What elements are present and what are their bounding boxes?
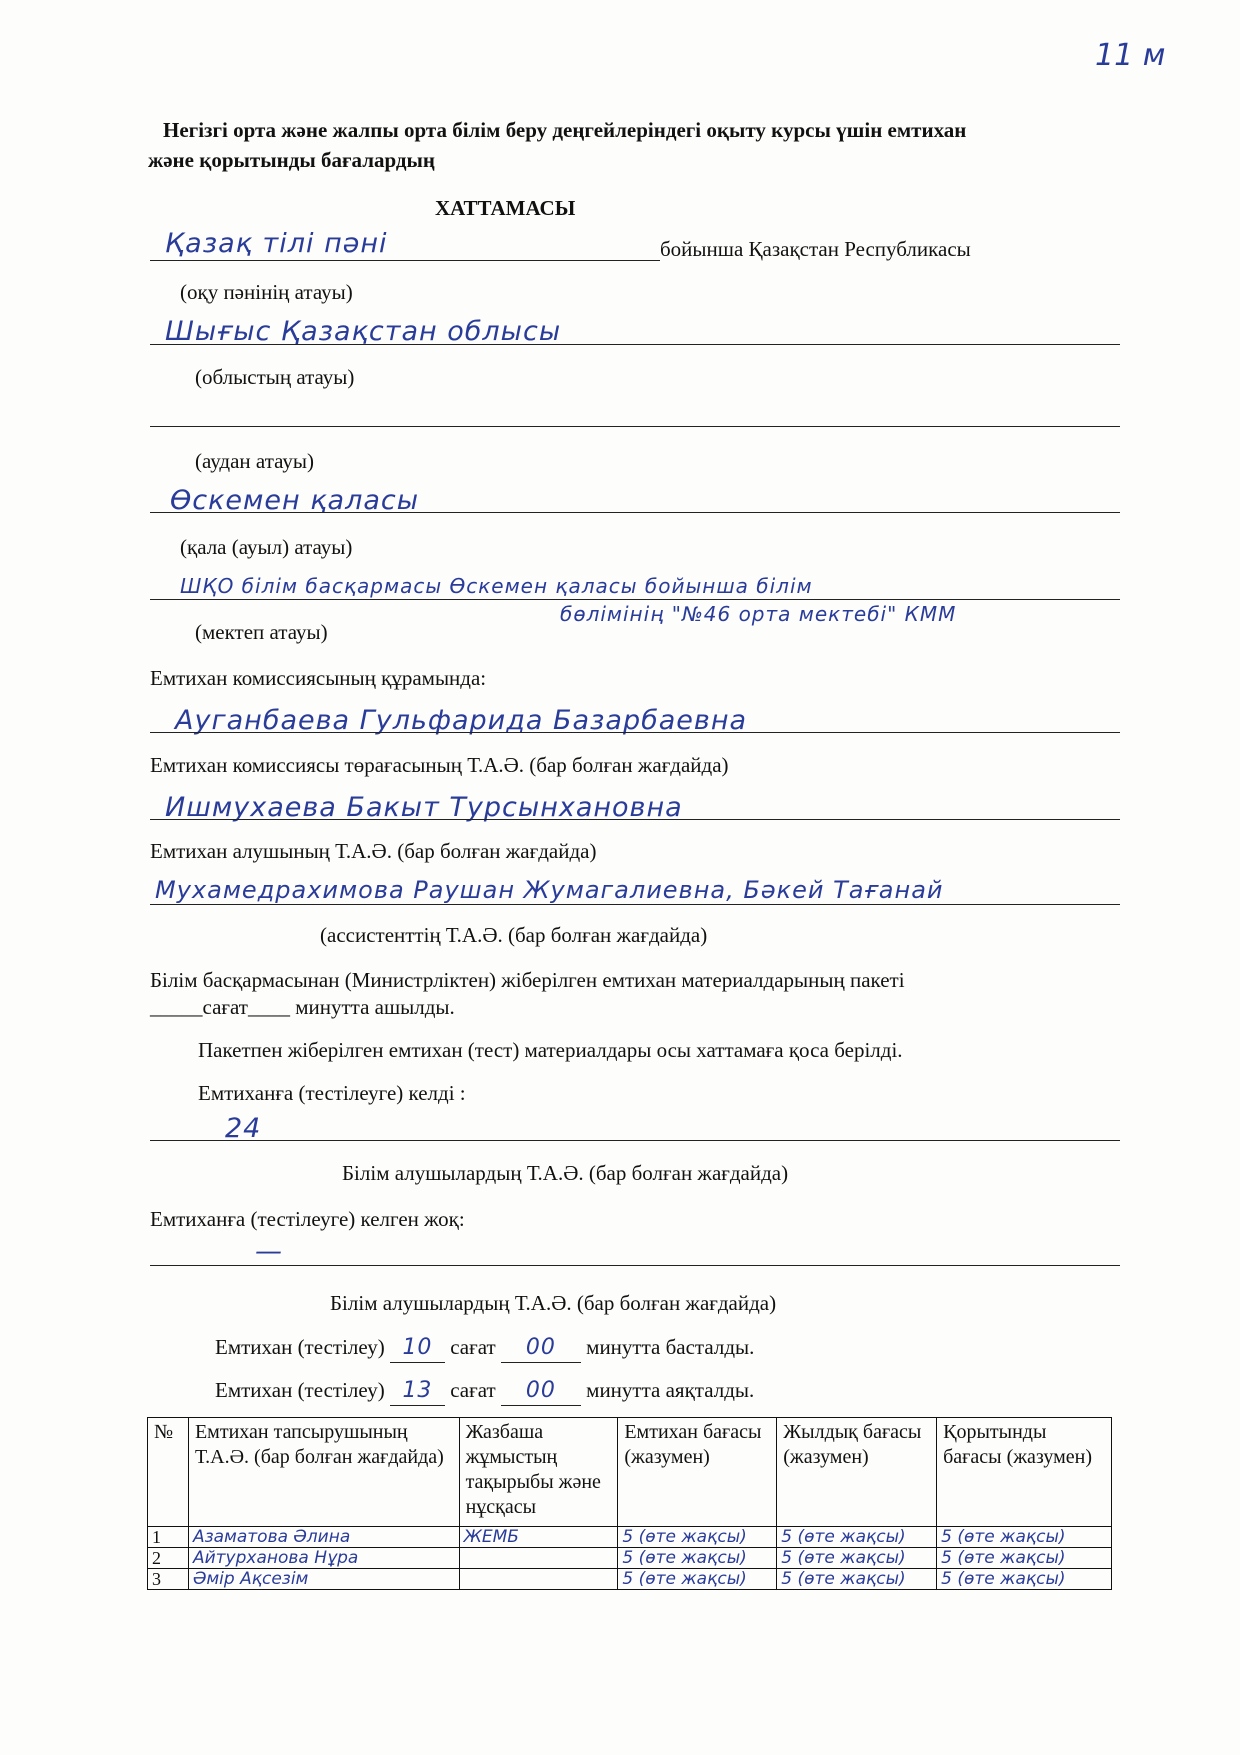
school-handwritten-line2: бөлімінің "№46 орта мектебі" КММ: [560, 602, 957, 626]
absent-caption: Білім алушылардың Т.А.Ә. (бар болған жағдайда): [330, 1291, 777, 1315]
page-heading: ХАТТАМАСЫ: [435, 196, 576, 220]
attended-underline: [150, 1140, 1120, 1141]
commission-chair-caption: Емтихан комиссиясы төрағасының Т.А.Ә. (бар болған жағдайда): [150, 753, 729, 777]
row-number: 1: [148, 1527, 189, 1548]
header-name: Емтихан тапсырушының Т.А.Ә. (бар болған жағдайда): [188, 1418, 459, 1527]
exam-grade: 5 (өте жақсы): [618, 1569, 777, 1590]
start-minute: 00: [501, 1334, 581, 1363]
exam-grade: 5 (өте жақсы): [618, 1527, 777, 1548]
topic: [459, 1548, 618, 1569]
school-underline: [150, 599, 1120, 600]
end-mid: сағат: [450, 1378, 496, 1402]
package-line1: Білім басқармасынан (Министрліктен) жіберілген емтихан материалдарының пакеті: [150, 968, 905, 992]
school-handwritten-line1: ШҚО білім басқармасы Өскемен қаласы бойынша білім: [180, 574, 813, 598]
attended-value: 24: [225, 1113, 262, 1144]
attended-label: Емтиханға (тестілеуге) келді :: [198, 1081, 466, 1105]
district-caption: (аудан атауы): [195, 449, 314, 473]
end-minute: 00: [501, 1377, 581, 1406]
table-row: [148, 1548, 1112, 1569]
region-caption: (облыстың атауы): [195, 365, 355, 389]
examiner-underline: [150, 819, 1120, 820]
package-line3: Пакетпен жіберілген емтихан (тест) материалдары осы хаттамаға қоса берілді.: [198, 1038, 903, 1062]
start-hour: 10: [390, 1334, 445, 1363]
absent-underline: [150, 1265, 1120, 1266]
region-handwritten: Шығыс Қазақстан облысы: [165, 316, 562, 347]
commission-label: Емтихан комиссиясының құрамында:: [150, 666, 487, 690]
school-caption: (мектеп атауы): [195, 620, 328, 644]
title-line2: және қорытынды бағалардың: [148, 148, 435, 172]
header-final-grade: Қорытынды бағасы (жазумен): [937, 1418, 1112, 1527]
header-topic: Жазбаша жұмыстың тақырыбы және нұсқасы: [459, 1418, 618, 1527]
end-prefix: Емтихан (тестілеу): [215, 1378, 385, 1402]
subject-underline: [150, 260, 660, 261]
exam-grade: 5 (өте жақсы): [618, 1548, 777, 1569]
annual-grade: 5 (өте жақсы): [777, 1569, 937, 1590]
absent-label: Емтиханға (тестілеуге) келген жоқ:: [150, 1207, 465, 1231]
commission-chair-handwritten: Ауганбаева Гульфарида Базарбаевна: [175, 705, 748, 736]
final-grade: 5 (өте жақсы): [937, 1569, 1112, 1590]
table-header-row: [148, 1418, 1112, 1527]
end-hour: 13: [390, 1377, 445, 1406]
city-handwritten: Өскемен қаласы: [170, 485, 420, 516]
end-time-line: [215, 1377, 754, 1406]
student-name: Азаматова Әлина: [188, 1527, 459, 1548]
examiner-handwritten: Ишмухаева Бакыт Турсынхановна: [165, 792, 683, 823]
assistants-caption: (ассистенттің Т.А.Ә. (бар болған жағдайда): [320, 923, 708, 947]
table-row: [148, 1527, 1112, 1548]
region-underline: [150, 344, 1120, 345]
final-grade: 5 (өте жақсы): [937, 1548, 1112, 1569]
absent-value: —: [255, 1236, 283, 1267]
final-grade: 5 (өте жақсы): [937, 1527, 1112, 1548]
subject-handwritten: Қазақ тілі пәні: [165, 228, 388, 259]
header-annual-grade: Жылдық бағасы (жазумен): [777, 1418, 937, 1527]
attended-caption: Білім алушылардың Т.А.Ә. (бар болған жағдайда): [342, 1161, 789, 1185]
district-underline: [150, 426, 1120, 427]
row-number: 2: [148, 1548, 189, 1569]
start-mid: сағат: [450, 1335, 496, 1359]
assistants-underline: [150, 904, 1120, 905]
subject-caption: (оқу пәнінің атауы): [180, 280, 353, 304]
start-suffix: минутта басталды.: [586, 1335, 755, 1359]
annual-grade: 5 (өте жақсы): [777, 1548, 937, 1569]
annual-grade: 5 (өте жақсы): [777, 1527, 937, 1548]
package-line2: _____сағат____ минутта ашылды.: [150, 995, 455, 1019]
end-suffix: минутта аяқталды.: [586, 1378, 755, 1402]
chair-underline: [150, 732, 1120, 733]
page-number-handwritten: 11 м: [1095, 38, 1166, 73]
row-number: 3: [148, 1569, 189, 1590]
table-row: [148, 1569, 1112, 1590]
student-name: Айтурханова Нұра: [188, 1548, 459, 1569]
city-underline: [150, 512, 1120, 513]
start-time-line: [215, 1334, 754, 1363]
title-line1: Негізгі орта және жалпы орта білім беру деңгейлеріндегі оқыту курсы үшін емтихан: [163, 118, 967, 142]
student-name: Әмір Ақсезім: [188, 1569, 459, 1590]
start-prefix: Емтихан (тестілеу): [215, 1335, 385, 1359]
examiner-caption: Емтихан алушының Т.А.Ә. (бар болған жағдайда): [150, 839, 597, 863]
topic: [459, 1569, 618, 1590]
header-exam-grade: Емтихан бағасы (жазумен): [618, 1418, 777, 1527]
results-table: [147, 1417, 1112, 1590]
city-caption: (қала (ауыл) атауы): [180, 535, 353, 559]
header-number: №: [148, 1418, 189, 1527]
assistants-handwritten: Мухамедрахимова Раушан Жумагалиевна, Бәкей Тағанай: [155, 876, 944, 904]
topic: ЖЕМБ: [459, 1527, 618, 1548]
subject-suffix: бойынша Қазақстан Республикасы: [660, 237, 971, 261]
